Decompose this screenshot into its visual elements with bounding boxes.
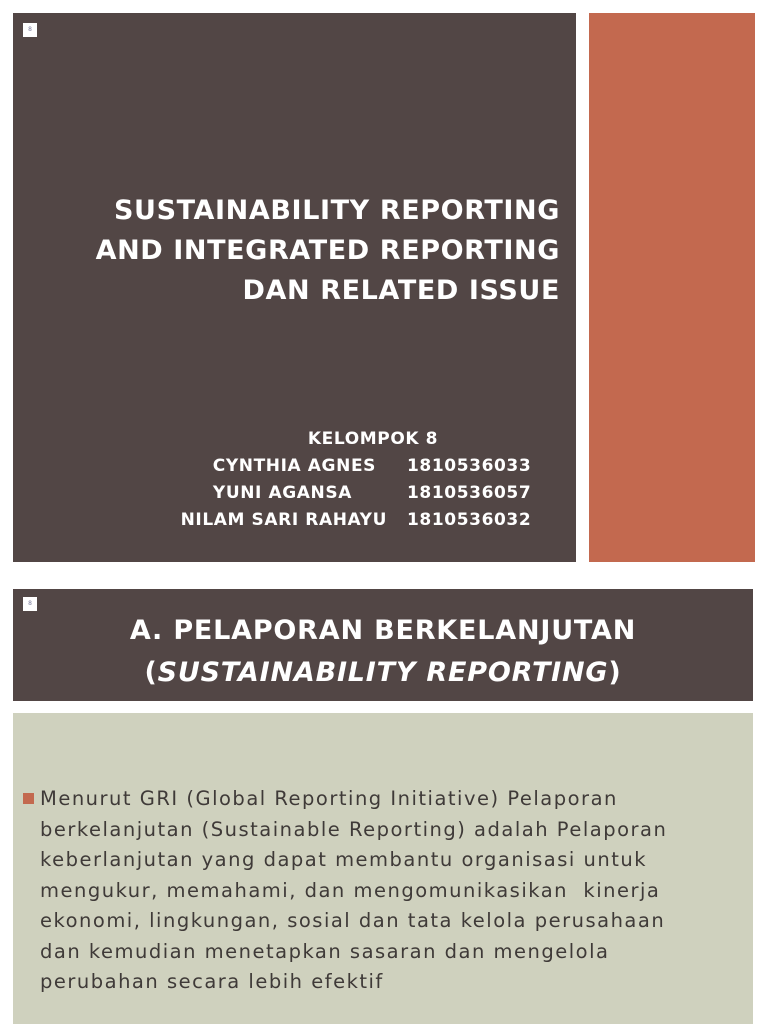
group-label: KELOMPOK 8: [307, 429, 439, 449]
body-line: dan kemudian menetapkan sasaran dan mengelola: [40, 939, 610, 963]
body-line: keberlanjutan yang dapat membantu organisasi untuk: [40, 848, 648, 871]
slide-title-line: SUSTAINABILITY REPORTING: [114, 195, 560, 226]
paren-close: ): [608, 657, 622, 688]
slide-number-badge: 8: [23, 23, 37, 37]
body-line: ekonomi, lingkungan, sosial dan tata kelola perusahaan: [40, 909, 666, 932]
group-members: [163, 426, 543, 534]
member-row: [163, 453, 543, 480]
section-heading-line: A. PELAPORAN BERKELANJUTAN: [129, 615, 637, 646]
slide-title-line: DAN RELATED ISSUE: [242, 275, 560, 306]
title-slide-panel: [13, 13, 576, 562]
member-id: 1810536032: [407, 510, 532, 530]
section-heading-subtitle: [13, 652, 753, 694]
accent-panel: [589, 13, 755, 562]
slide-title: [33, 191, 560, 311]
content-panel: [13, 713, 753, 1024]
paren-open: (: [144, 657, 158, 688]
body-line: berkelanjutan (Sustainable Reporting) adalah Pelaporan: [40, 817, 668, 841]
square-bullet-icon: [23, 793, 34, 804]
member-row: [163, 480, 543, 507]
member-name: YUNI AGANSA: [212, 483, 352, 503]
member-id: 1810536033: [407, 456, 532, 476]
member-row: [163, 507, 543, 534]
member-name: CYNTHIA AGNES: [212, 456, 376, 476]
member-name: NILAM SARI RAHAYU: [180, 510, 387, 530]
slide-title-line: AND INTEGRATED REPORTING: [95, 235, 560, 266]
member-id: 1810536057: [407, 483, 532, 503]
slide-number-badge: 8: [23, 597, 37, 611]
body-line: Menurut GRI (Global Reporting Initiative) Pelaporan: [40, 787, 618, 810]
body-paragraph: [40, 784, 752, 998]
section-header-panel: [13, 589, 753, 701]
section-heading: [13, 610, 753, 694]
body-line: mengukur, memahami, dan mengomunikasikan kinerja: [40, 878, 661, 902]
body-line: perubahan secara lebih efektif: [40, 970, 384, 993]
heading-italic-term: SUSTAINABILITY REPORTING: [157, 657, 609, 688]
